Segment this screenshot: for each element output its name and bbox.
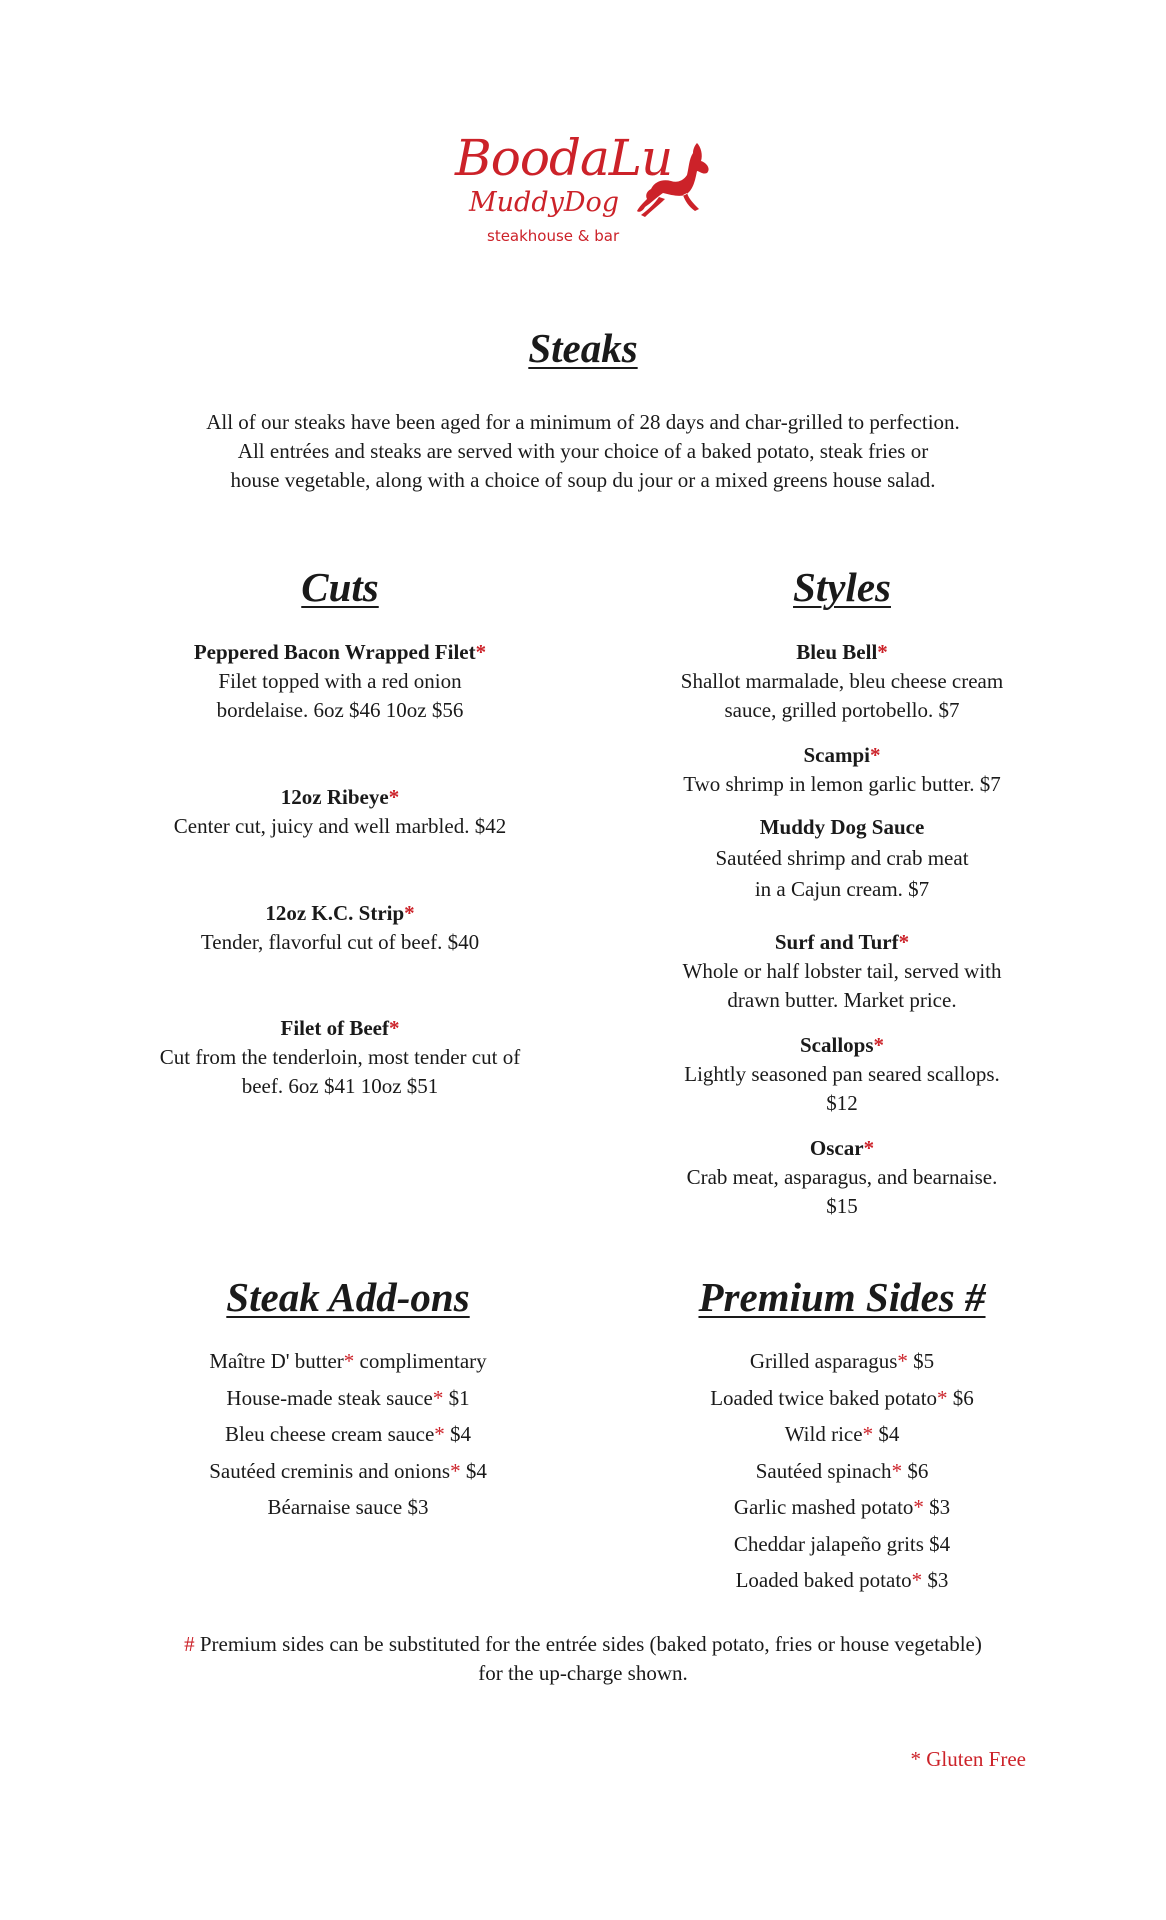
- cut-name: Peppered Bacon Wrapped Filet: [193, 640, 476, 664]
- gluten-free-mark: *: [434, 1422, 445, 1446]
- style-item: [622, 638, 1062, 725]
- gluten-free-mark: *: [911, 1568, 923, 1592]
- style-item: [622, 813, 1062, 904]
- style-desc: Sautéed shrimp and crab meat: [715, 846, 969, 870]
- style-desc: Lightly seasoned pan seared scallops.: [684, 1062, 1000, 1086]
- addon-item: Bleu cheese cream sauce* $4: [224, 1422, 472, 1446]
- cut-name: 12oz K.C. Strip: [265, 901, 405, 925]
- styles-list: [622, 0, 1062, 1250]
- side-item: Grilled asparagus* $5: [749, 1349, 935, 1373]
- gluten-free-mark: *: [863, 1136, 875, 1160]
- style-desc: Whole or half lobster tail, served with: [682, 959, 1002, 983]
- cut-desc: Center cut, juicy and well marbled. $42: [173, 814, 507, 838]
- gluten-free-mark: *: [937, 1385, 948, 1410]
- gluten-free-mark: *: [873, 1033, 885, 1057]
- intro-line: All entrées and steaks are served with your choice of a baked potato, steak fries or: [237, 439, 929, 463]
- style-item: [622, 741, 1062, 799]
- gluten-free-mark: *: [475, 640, 487, 664]
- gluten-free-mark: *: [891, 1458, 903, 1483]
- premium-sides-footnote: [100, 1630, 1066, 1688]
- addon-item: Maître D' butter* complimentary: [209, 1349, 487, 1373]
- side-item: Sautéed spinach* $6: [755, 1458, 929, 1483]
- style-name: Muddy Dog Sauce: [759, 815, 925, 839]
- gluten-free-mark: *: [388, 785, 400, 809]
- logo-line-1: BoodaLu: [455, 129, 673, 187]
- style-item: [622, 1031, 1062, 1118]
- cut-desc: Filet topped with a red onion: [218, 669, 462, 693]
- cuts-heading: Cuts: [301, 564, 379, 610]
- footnote-line: for the up-charge shown.: [478, 1661, 688, 1685]
- style-desc: $12: [826, 1091, 858, 1115]
- cut-desc: Cut from the tenderloin, most tender cut of: [159, 1045, 521, 1069]
- style-desc: $15: [826, 1194, 858, 1218]
- intro-line: All of our steaks have been aged for a minimum of 28 days and char-grilled to perfection.: [206, 410, 960, 434]
- gluten-free-mark: *: [897, 1349, 908, 1373]
- style-item: [622, 928, 1062, 1015]
- style-desc: drawn butter. Market price.: [727, 988, 957, 1012]
- cut-name: Filet of Beef: [280, 1016, 389, 1040]
- gluten-free-mark: *: [343, 1349, 355, 1373]
- cut-desc: bordelaise. 6oz $46 10oz $56: [216, 698, 464, 722]
- gluten-free-mark: *: [388, 1016, 400, 1040]
- cut-item: [110, 899, 570, 957]
- side-item: Loaded baked potato* $3: [735, 1568, 949, 1592]
- cut-item: [110, 638, 570, 725]
- gluten-free-mark: *: [432, 1385, 444, 1410]
- addons-list: [148, 1343, 548, 1526]
- addon-item: House-made steak sauce* $1: [226, 1385, 470, 1410]
- footnote-line: Premium sides can be substituted for the entrée sides (baked potato, fries or house vegetable): [194, 1632, 982, 1656]
- page-title: Steaks: [528, 325, 638, 371]
- style-item: [622, 1134, 1062, 1221]
- logo-line-3: steakhouse & bar: [487, 227, 620, 245]
- gluten-free-mark: *: [877, 640, 888, 664]
- intro-line: house vegetable, along with a choice of soup du jour or a mixed greens house salad.: [230, 468, 936, 492]
- sides-list: [642, 1343, 1042, 1599]
- cut-desc: beef. 6oz $41 10oz $51: [241, 1074, 439, 1098]
- styles-heading: Styles: [793, 564, 891, 610]
- addon-item: Béarnaise sauce $3: [267, 1495, 429, 1519]
- cut-desc: Tender, flavorful cut of beef. $40: [200, 930, 480, 954]
- style-name: Scallops: [799, 1033, 874, 1057]
- cut-item: [110, 783, 570, 841]
- side-item: Wild rice* $4: [784, 1422, 900, 1446]
- style-desc: Crab meat, asparagus, and bearnaise.: [686, 1165, 998, 1189]
- gluten-free-mark: *: [450, 1458, 461, 1483]
- side-item: Loaded twice baked potato* $6: [710, 1385, 974, 1410]
- side-item: Cheddar jalapeño grits $4: [733, 1531, 951, 1556]
- sides-heading: Premium Sides #: [698, 1274, 986, 1320]
- style-name: Oscar: [809, 1136, 864, 1160]
- style-name: Scampi: [803, 743, 870, 767]
- gluten-free-mark: *: [898, 930, 910, 954]
- addon-item: Sautéed creminis and onions* $4: [209, 1458, 487, 1483]
- style-desc: in a Cajun cream. $7: [754, 877, 930, 901]
- cut-item: [110, 1014, 570, 1101]
- cuts-list: [110, 0, 570, 1100]
- style-name: Surf and Turf: [774, 930, 899, 954]
- addons-heading: Steak Add-ons: [226, 1274, 470, 1320]
- logo-line-2: MuddyDog: [469, 187, 620, 218]
- side-item: Garlic mashed potato* $3: [733, 1495, 951, 1519]
- style-desc: sauce, grilled portobello. $7: [724, 698, 960, 722]
- style-name: Bleu Bell: [796, 640, 878, 664]
- gluten-free-mark: *: [862, 1422, 874, 1446]
- premium-mark: #: [184, 1632, 195, 1656]
- style-desc: Shallot marmalade, bleu cheese cream: [680, 669, 1004, 693]
- gluten-free-mark: *: [870, 743, 881, 767]
- gluten-free-legend: * Gluten Free: [910, 1747, 1026, 1771]
- gluten-free-mark: *: [913, 1495, 924, 1519]
- gluten-free-mark: *: [404, 901, 415, 925]
- cut-name: 12oz Ribeye: [280, 785, 389, 809]
- style-desc: Two shrimp in lemon garlic butter. $7: [683, 772, 1001, 796]
